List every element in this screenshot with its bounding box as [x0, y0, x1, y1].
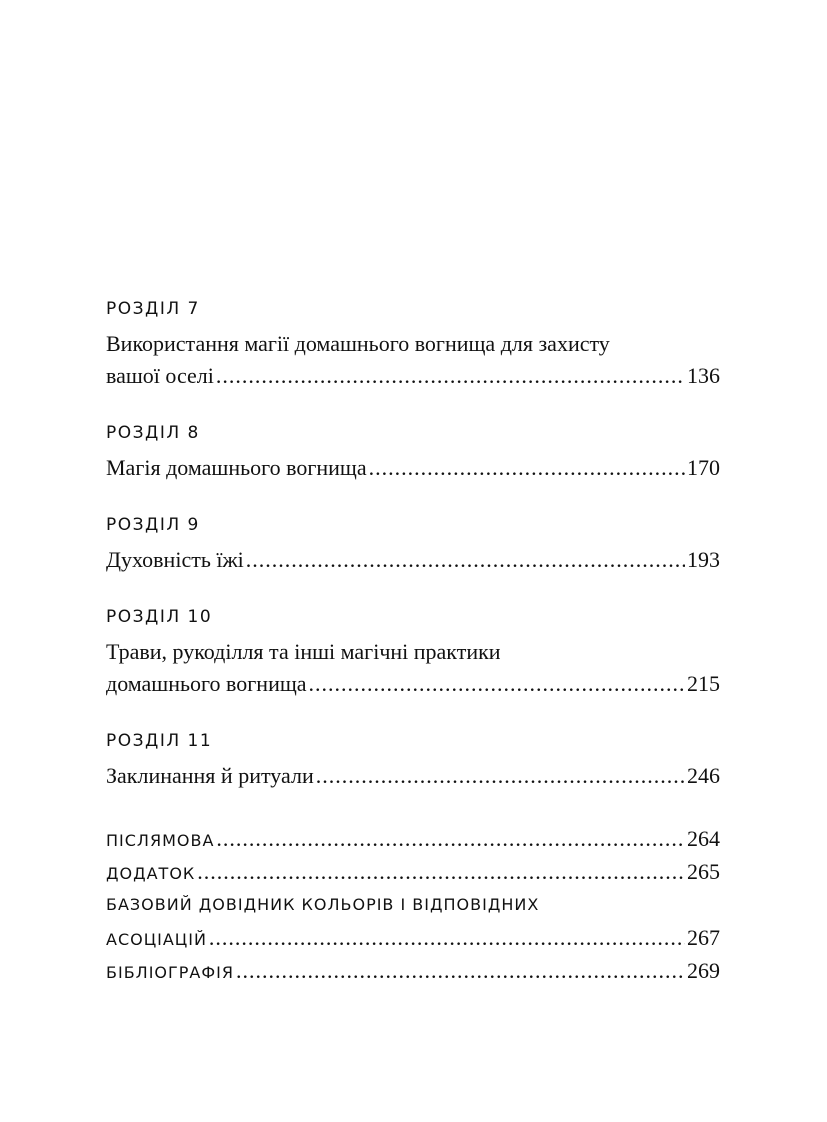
section-title-line: БАЗОВИЙ ДОВІДНИК КОЛЬОРІВ І ВІДПОВІДНИХ [106, 895, 540, 914]
toc-chapter-8 [106, 422, 720, 484]
toc-entry [106, 452, 720, 484]
chapter-title: вашої оселі [106, 363, 214, 388]
dot-leader [246, 544, 685, 576]
section-title: ДОДАТОК [106, 864, 196, 883]
chapter-label: РОЗДІЛ 7 [106, 299, 200, 319]
toc-entry-appendix [106, 855, 720, 888]
page-number: 193 [687, 547, 720, 572]
chapter-label: РОЗДІЛ 10 [106, 607, 213, 627]
toc-back-matter [106, 822, 720, 987]
toc-entry [106, 360, 720, 392]
dot-leader [216, 822, 685, 855]
dot-leader [369, 452, 685, 484]
toc-entry [106, 544, 720, 576]
page-number: 264 [687, 826, 720, 851]
page-number: 136 [687, 363, 720, 388]
toc-entry-bibliography [106, 954, 720, 987]
dot-leader [236, 954, 685, 987]
page-number: 215 [687, 671, 720, 696]
dot-leader [197, 855, 685, 888]
chapter-title: Магія домашнього вогнища [106, 455, 367, 480]
page-number: 269 [687, 958, 720, 983]
dot-leader [216, 360, 685, 392]
toc-chapter-11 [106, 730, 720, 792]
page-number: 170 [687, 455, 720, 480]
section-title: АСОЦІАЦІЙ [106, 930, 207, 949]
toc-chapter-9 [106, 514, 720, 576]
page-number: 246 [687, 763, 720, 788]
section-title: БІБЛІОГРАФІЯ [106, 963, 234, 982]
chapter-title: Заклинання й ритуали [106, 763, 314, 788]
toc-chapter-7 [106, 298, 720, 392]
toc-entry [106, 668, 720, 700]
table-of-contents [106, 292, 720, 987]
dot-leader [309, 668, 685, 700]
toc-entry-afterword [106, 822, 720, 855]
page-number: 265 [687, 859, 720, 884]
dot-leader [316, 760, 685, 792]
chapter-title-line: Використання магії домашнього вогнища для захисту [106, 331, 610, 356]
chapter-label: РОЗДІЛ 11 [106, 731, 213, 751]
section-title: ПІСЛЯМОВА [106, 831, 215, 850]
chapter-label: РОЗДІЛ 8 [106, 423, 200, 443]
page-number: 267 [687, 925, 720, 950]
chapter-title: Духовність їжі [106, 547, 244, 572]
toc-entry [106, 760, 720, 792]
toc-chapter-10 [106, 606, 720, 700]
dot-leader [209, 921, 685, 954]
toc-entry-color-guide [106, 921, 720, 954]
chapter-title-line: Трави, рукоділля та інші магічні практики [106, 639, 501, 664]
chapter-label: РОЗДІЛ 9 [106, 515, 200, 535]
chapter-title: домашнього вогнища [106, 671, 307, 696]
